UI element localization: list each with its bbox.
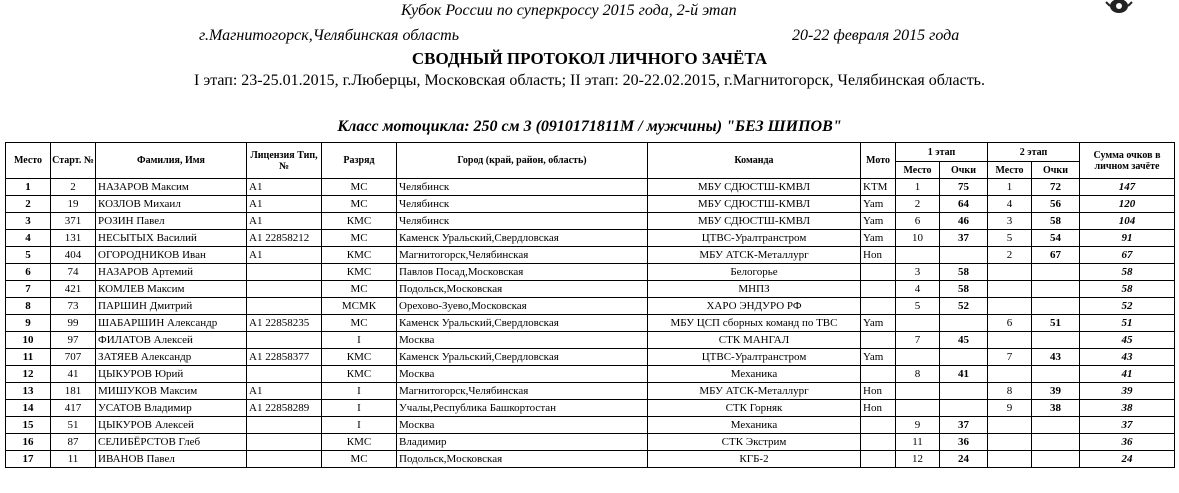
cell-rank: КМС bbox=[322, 213, 397, 230]
cell-stage1-points: 37 bbox=[940, 230, 988, 247]
cell-total: 45 bbox=[1080, 332, 1175, 349]
cell-name: ЦЫКУРОВ Юрий bbox=[96, 366, 247, 383]
cell-stage1-place: 12 bbox=[896, 451, 940, 468]
cell-stage1-points: 58 bbox=[940, 264, 988, 281]
cell-license bbox=[247, 281, 322, 298]
cell-total: 58 bbox=[1080, 281, 1175, 298]
cell-stage2-place: 7 bbox=[988, 349, 1032, 366]
cell-place: 1 bbox=[6, 179, 51, 196]
cell-license: А1 22858212 bbox=[247, 230, 322, 247]
cell-team: МБУ СДЮСТШ-КМВЛ bbox=[648, 179, 861, 196]
cell-moto: Hon bbox=[861, 247, 896, 264]
results-body bbox=[6, 179, 1175, 468]
cell-name: ЗАТЯЕВ Александр bbox=[96, 349, 247, 366]
cell-stage2-place: 6 bbox=[988, 315, 1032, 332]
cell-rank: МС bbox=[322, 196, 397, 213]
cell-rank: I bbox=[322, 400, 397, 417]
header-moto: Мото bbox=[861, 143, 896, 179]
cell-name: РОЗИН Павел bbox=[96, 213, 247, 230]
cell-stage1-place bbox=[896, 247, 940, 264]
cell-start-no: 404 bbox=[51, 247, 96, 264]
cell-rank: МС bbox=[322, 315, 397, 332]
cell-start-no: 97 bbox=[51, 332, 96, 349]
cell-total: 24 bbox=[1080, 451, 1175, 468]
cell-moto bbox=[861, 434, 896, 451]
cell-name: УСАТОВ Владимир bbox=[96, 400, 247, 417]
cell-moto: Yam bbox=[861, 349, 896, 366]
cell-license bbox=[247, 298, 322, 315]
cell-place: 3 bbox=[6, 213, 51, 230]
cell-place: 6 bbox=[6, 264, 51, 281]
cell-team: МНПЗ bbox=[648, 281, 861, 298]
cell-total: 38 bbox=[1080, 400, 1175, 417]
cell-moto: Yam bbox=[861, 196, 896, 213]
cell-license bbox=[247, 264, 322, 281]
table-row bbox=[6, 264, 1175, 281]
cell-stage2-place: 1 bbox=[988, 179, 1032, 196]
header-stage1-place: Место bbox=[896, 162, 940, 179]
cell-start-no: 87 bbox=[51, 434, 96, 451]
cell-stage1-points: 24 bbox=[940, 451, 988, 468]
cell-start-no: 371 bbox=[51, 213, 96, 230]
cell-stage2-points bbox=[1032, 366, 1080, 383]
cell-moto bbox=[861, 264, 896, 281]
cell-stage2-place: 9 bbox=[988, 400, 1032, 417]
cell-place: 7 bbox=[6, 281, 51, 298]
cell-name: ШАБАРШИН Александр bbox=[96, 315, 247, 332]
cell-stage2-place bbox=[988, 451, 1032, 468]
cell-stage2-points: 67 bbox=[1032, 247, 1080, 264]
header-license: Лицензия Тип, № bbox=[247, 143, 322, 179]
cell-place: 11 bbox=[6, 349, 51, 366]
cell-team: ЦТВС-Уралтранстром bbox=[648, 230, 861, 247]
cell-stage1-points: 52 bbox=[940, 298, 988, 315]
cell-license: А1 bbox=[247, 213, 322, 230]
cell-city: Павлов Посад,Московская bbox=[397, 264, 648, 281]
cell-stage2-points: 39 bbox=[1032, 383, 1080, 400]
cell-stage1-points bbox=[940, 349, 988, 366]
cell-moto bbox=[861, 281, 896, 298]
cell-start-no: 51 bbox=[51, 417, 96, 434]
cell-team: ХАРО ЭНДУРО РФ bbox=[648, 298, 861, 315]
cell-stage2-place bbox=[988, 332, 1032, 349]
cell-stage2-points: 54 bbox=[1032, 230, 1080, 247]
cell-city: Каменск Уральский,Свердловская bbox=[397, 230, 648, 247]
cell-stage1-points: 75 bbox=[940, 179, 988, 196]
event-dates: 20-22 февраля 2015 года bbox=[792, 27, 960, 44]
cell-stage2-points: 38 bbox=[1032, 400, 1080, 417]
table-row bbox=[6, 213, 1175, 230]
cell-license bbox=[247, 332, 322, 349]
table-row bbox=[6, 434, 1175, 451]
table-row bbox=[6, 400, 1175, 417]
cell-start-no: 707 bbox=[51, 349, 96, 366]
results-table bbox=[5, 142, 1175, 468]
cell-place: 2 bbox=[6, 196, 51, 213]
cell-place: 14 bbox=[6, 400, 51, 417]
cell-city: Челябинск bbox=[397, 196, 648, 213]
cell-total: 36 bbox=[1080, 434, 1175, 451]
cell-stage1-place: 1 bbox=[896, 179, 940, 196]
cell-stage2-place bbox=[988, 264, 1032, 281]
cell-stage1-points bbox=[940, 383, 988, 400]
header-stage2-points: Очки bbox=[1032, 162, 1080, 179]
cell-rank: КМС bbox=[322, 247, 397, 264]
table-row bbox=[6, 247, 1175, 264]
cell-place: 13 bbox=[6, 383, 51, 400]
table-row bbox=[6, 332, 1175, 349]
cell-stage1-place bbox=[896, 315, 940, 332]
cell-start-no: 2 bbox=[51, 179, 96, 196]
cell-stage1-points: 64 bbox=[940, 196, 988, 213]
cell-license: А1 bbox=[247, 247, 322, 264]
cell-stage2-points bbox=[1032, 434, 1080, 451]
header-stage1-points: Очки bbox=[940, 162, 988, 179]
cell-city: Каменск Уральский,Свердловская bbox=[397, 349, 648, 366]
cell-total: 41 bbox=[1080, 366, 1175, 383]
cell-city: Подольск,Московская bbox=[397, 451, 648, 468]
cell-rank: I bbox=[322, 383, 397, 400]
table-row bbox=[6, 451, 1175, 468]
cell-stage1-place: 4 bbox=[896, 281, 940, 298]
cell-rank: МСМК bbox=[322, 298, 397, 315]
table-row bbox=[6, 281, 1175, 298]
cell-city: Москва bbox=[397, 366, 648, 383]
cell-rank: МС bbox=[322, 179, 397, 196]
cell-city: Каменск Уральский,Свердловская bbox=[397, 315, 648, 332]
cell-moto bbox=[861, 366, 896, 383]
cell-total: 67 bbox=[1080, 247, 1175, 264]
cell-moto: Hon bbox=[861, 383, 896, 400]
cell-place: 16 bbox=[6, 434, 51, 451]
cell-stage1-points: 46 bbox=[940, 213, 988, 230]
cell-place: 4 bbox=[6, 230, 51, 247]
cell-stage1-points: 37 bbox=[940, 417, 988, 434]
header-rank: Разряд bbox=[322, 143, 397, 179]
cell-stage1-place: 8 bbox=[896, 366, 940, 383]
header-start-no: Старт. № bbox=[51, 143, 96, 179]
cell-stage1-points: 41 bbox=[940, 366, 988, 383]
cell-rank: I bbox=[322, 417, 397, 434]
cell-name: СЕЛИБЁРСТОВ Глеб bbox=[96, 434, 247, 451]
cell-stage2-place bbox=[988, 298, 1032, 315]
table-row bbox=[6, 315, 1175, 332]
cell-rank: МС bbox=[322, 281, 397, 298]
table-row bbox=[6, 417, 1175, 434]
cell-team: СТК Экстрим bbox=[648, 434, 861, 451]
cell-name: НЕСЫТЫХ Василий bbox=[96, 230, 247, 247]
cell-place: 12 bbox=[6, 366, 51, 383]
cell-name: ИВАНОВ Павел bbox=[96, 451, 247, 468]
cell-team: Механика bbox=[648, 417, 861, 434]
protocol-title: СВОДНЫЙ ПРОТОКОЛ ЛИЧНОГО ЗАЧЁТА bbox=[411, 49, 768, 68]
cell-city: Магнитогорск,Челябинская bbox=[397, 247, 648, 264]
header-name: Фамилия, Имя bbox=[96, 143, 247, 179]
cell-rank: КМС bbox=[322, 366, 397, 383]
cell-stage2-points bbox=[1032, 281, 1080, 298]
cell-start-no: 11 bbox=[51, 451, 96, 468]
cell-license bbox=[247, 417, 322, 434]
cell-total: 58 bbox=[1080, 264, 1175, 281]
cell-license: А1 22858235 bbox=[247, 315, 322, 332]
cell-stage1-place: 7 bbox=[896, 332, 940, 349]
cell-stage1-points bbox=[940, 247, 988, 264]
cell-moto: KTM bbox=[861, 179, 896, 196]
cell-moto: Yam bbox=[861, 213, 896, 230]
cell-stage1-place: 2 bbox=[896, 196, 940, 213]
cell-city: Владимир bbox=[397, 434, 648, 451]
cell-city: Москва bbox=[397, 332, 648, 349]
cell-team: МБУ СДЮСТШ-КМВЛ bbox=[648, 196, 861, 213]
cell-stage2-points bbox=[1032, 451, 1080, 468]
cell-license: А1 bbox=[247, 383, 322, 400]
table-row bbox=[6, 298, 1175, 315]
cell-license: А1 22858377 bbox=[247, 349, 322, 366]
cell-license bbox=[247, 366, 322, 383]
cell-name: ПАРШИН Дмитрий bbox=[96, 298, 247, 315]
event-city: г.Магнитогорск,Челябинская область bbox=[199, 27, 459, 44]
class-info: Класс мотоцикла: 250 см 3 (0910171811М / мужчины) "БЕЗ ШИПОВ" bbox=[337, 118, 842, 135]
cell-moto: Hon bbox=[861, 400, 896, 417]
emblem-icon bbox=[1104, 0, 1134, 16]
cell-license: А1 bbox=[247, 196, 322, 213]
cell-stage1-place: 10 bbox=[896, 230, 940, 247]
cell-stage1-place bbox=[896, 349, 940, 366]
cell-place: 9 bbox=[6, 315, 51, 332]
cell-start-no: 19 bbox=[51, 196, 96, 213]
header-city: Город (край, район, область) bbox=[397, 143, 648, 179]
cell-license: А1 bbox=[247, 179, 322, 196]
cell-name: ОГОРОДНИКОВ Иван bbox=[96, 247, 247, 264]
cell-stage2-points bbox=[1032, 417, 1080, 434]
cell-team: Белогорье bbox=[648, 264, 861, 281]
cell-start-no: 421 bbox=[51, 281, 96, 298]
cell-rank: МС bbox=[322, 451, 397, 468]
cell-stage1-place: 9 bbox=[896, 417, 940, 434]
cell-team: МБУ ЦСП сборных команд по ТВС bbox=[648, 315, 861, 332]
cell-place: 8 bbox=[6, 298, 51, 315]
cell-stage1-points: 45 bbox=[940, 332, 988, 349]
cell-stage1-points: 58 bbox=[940, 281, 988, 298]
cell-license: А1 22858289 bbox=[247, 400, 322, 417]
cell-rank: МС bbox=[322, 230, 397, 247]
cell-stage2-place bbox=[988, 434, 1032, 451]
cell-name: НАЗАРОВ Максим bbox=[96, 179, 247, 196]
cell-city: Подольск,Московская bbox=[397, 281, 648, 298]
cell-stage1-place: 6 bbox=[896, 213, 940, 230]
table-row bbox=[6, 349, 1175, 366]
cell-moto bbox=[861, 332, 896, 349]
cell-stage2-place: 8 bbox=[988, 383, 1032, 400]
cell-stage2-points: 56 bbox=[1032, 196, 1080, 213]
header-stage1: 1 этап bbox=[896, 143, 988, 162]
cell-total: 51 bbox=[1080, 315, 1175, 332]
cell-stage2-place: 3 bbox=[988, 213, 1032, 230]
cell-total: 37 bbox=[1080, 417, 1175, 434]
header-team: Команда bbox=[648, 143, 861, 179]
cell-start-no: 74 bbox=[51, 264, 96, 281]
cell-total: 120 bbox=[1080, 196, 1175, 213]
cell-name: НАЗАРОВ Артемий bbox=[96, 264, 247, 281]
cell-team: СТК Горняк bbox=[648, 400, 861, 417]
cell-stage1-points: 36 bbox=[940, 434, 988, 451]
header-stage2-place: Место bbox=[988, 162, 1032, 179]
cell-place: 17 bbox=[6, 451, 51, 468]
cell-stage1-place: 5 bbox=[896, 298, 940, 315]
cell-start-no: 73 bbox=[51, 298, 96, 315]
cell-stage1-place: 3 bbox=[896, 264, 940, 281]
cell-stage1-place bbox=[896, 383, 940, 400]
cell-stage2-points: 43 bbox=[1032, 349, 1080, 366]
cell-rank: КМС bbox=[322, 349, 397, 366]
cell-moto bbox=[861, 417, 896, 434]
cell-start-no: 181 bbox=[51, 383, 96, 400]
cup-title: Кубок России по суперкроссу 2015 года, 2-й этап bbox=[401, 2, 737, 19]
table-row bbox=[6, 383, 1175, 400]
header-stage2: 2 этап bbox=[988, 143, 1080, 162]
cell-city: Учалы,Республика Башкортостан bbox=[397, 400, 648, 417]
table-row bbox=[6, 230, 1175, 247]
cell-total: 52 bbox=[1080, 298, 1175, 315]
cell-stage1-points bbox=[940, 315, 988, 332]
cell-city: Магнитогорск,Челябинская bbox=[397, 383, 648, 400]
cell-rank: КМС bbox=[322, 264, 397, 281]
cell-name: КОЗЛОВ Михаил bbox=[96, 196, 247, 213]
cell-start-no: 417 bbox=[51, 400, 96, 417]
cell-place: 5 bbox=[6, 247, 51, 264]
cell-total: 91 bbox=[1080, 230, 1175, 247]
cell-team: МБУ СДЮСТШ-КМВЛ bbox=[648, 213, 861, 230]
cell-team: МБУ АТСК-Металлург bbox=[648, 383, 861, 400]
cell-total: 147 bbox=[1080, 179, 1175, 196]
cell-city: Челябинск bbox=[397, 213, 648, 230]
cell-stage2-place: 4 bbox=[988, 196, 1032, 213]
cell-name: МИШУКОВ Максим bbox=[96, 383, 247, 400]
cell-license bbox=[247, 434, 322, 451]
cell-start-no: 41 bbox=[51, 366, 96, 383]
cell-stage1-place: 11 bbox=[896, 434, 940, 451]
cell-city: Челябинск bbox=[397, 179, 648, 196]
cell-stage2-place bbox=[988, 366, 1032, 383]
cell-total: 39 bbox=[1080, 383, 1175, 400]
cell-stage2-place bbox=[988, 281, 1032, 298]
cell-name: ЦЫКУРОВ Алексей bbox=[96, 417, 247, 434]
cell-rank: I bbox=[322, 332, 397, 349]
cell-start-no: 131 bbox=[51, 230, 96, 247]
cell-place: 15 bbox=[6, 417, 51, 434]
cell-team: Механика bbox=[648, 366, 861, 383]
header-total: Сумма очков в личном зачёте bbox=[1080, 143, 1175, 179]
cell-stage2-place: 5 bbox=[988, 230, 1032, 247]
table-row bbox=[6, 366, 1175, 383]
cell-team: МБУ АТСК-Металлург bbox=[648, 247, 861, 264]
table-row bbox=[6, 196, 1175, 213]
cell-total: 43 bbox=[1080, 349, 1175, 366]
header-place: Место bbox=[6, 143, 51, 179]
cell-stage2-points: 58 bbox=[1032, 213, 1080, 230]
cell-name: ФИЛАТОВ Алексей bbox=[96, 332, 247, 349]
cell-team: СТК МАНГАЛ bbox=[648, 332, 861, 349]
cell-stage2-place bbox=[988, 417, 1032, 434]
table-row bbox=[6, 179, 1175, 196]
cell-name: КОМЛЕВ Максим bbox=[96, 281, 247, 298]
cell-total: 104 bbox=[1080, 213, 1175, 230]
cell-stage2-place: 2 bbox=[988, 247, 1032, 264]
stages-info: I этап: 23-25.01.2015, г.Люберцы, Московская область; II этап: 20-22.02.2015, г.Магнитогорск, Челябинская область. bbox=[194, 72, 985, 89]
cell-stage2-points: 72 bbox=[1032, 179, 1080, 196]
cell-stage2-points bbox=[1032, 332, 1080, 349]
cell-team: КГБ-2 bbox=[648, 451, 861, 468]
cell-license bbox=[247, 451, 322, 468]
cell-city: Орехово-Зуево,Московская bbox=[397, 298, 648, 315]
cell-stage2-points bbox=[1032, 264, 1080, 281]
cell-stage1-points bbox=[940, 400, 988, 417]
cell-start-no: 99 bbox=[51, 315, 96, 332]
cell-stage1-place bbox=[896, 400, 940, 417]
cell-moto bbox=[861, 451, 896, 468]
cell-moto: Yam bbox=[861, 230, 896, 247]
cell-stage2-points: 51 bbox=[1032, 315, 1080, 332]
cell-stage2-points bbox=[1032, 298, 1080, 315]
cell-moto bbox=[861, 298, 896, 315]
cell-city: Москва bbox=[397, 417, 648, 434]
cell-place: 10 bbox=[6, 332, 51, 349]
cell-team: ЦТВС-Уралтранстром bbox=[648, 349, 861, 366]
cell-moto: Yam bbox=[861, 315, 896, 332]
cell-rank: КМС bbox=[322, 434, 397, 451]
